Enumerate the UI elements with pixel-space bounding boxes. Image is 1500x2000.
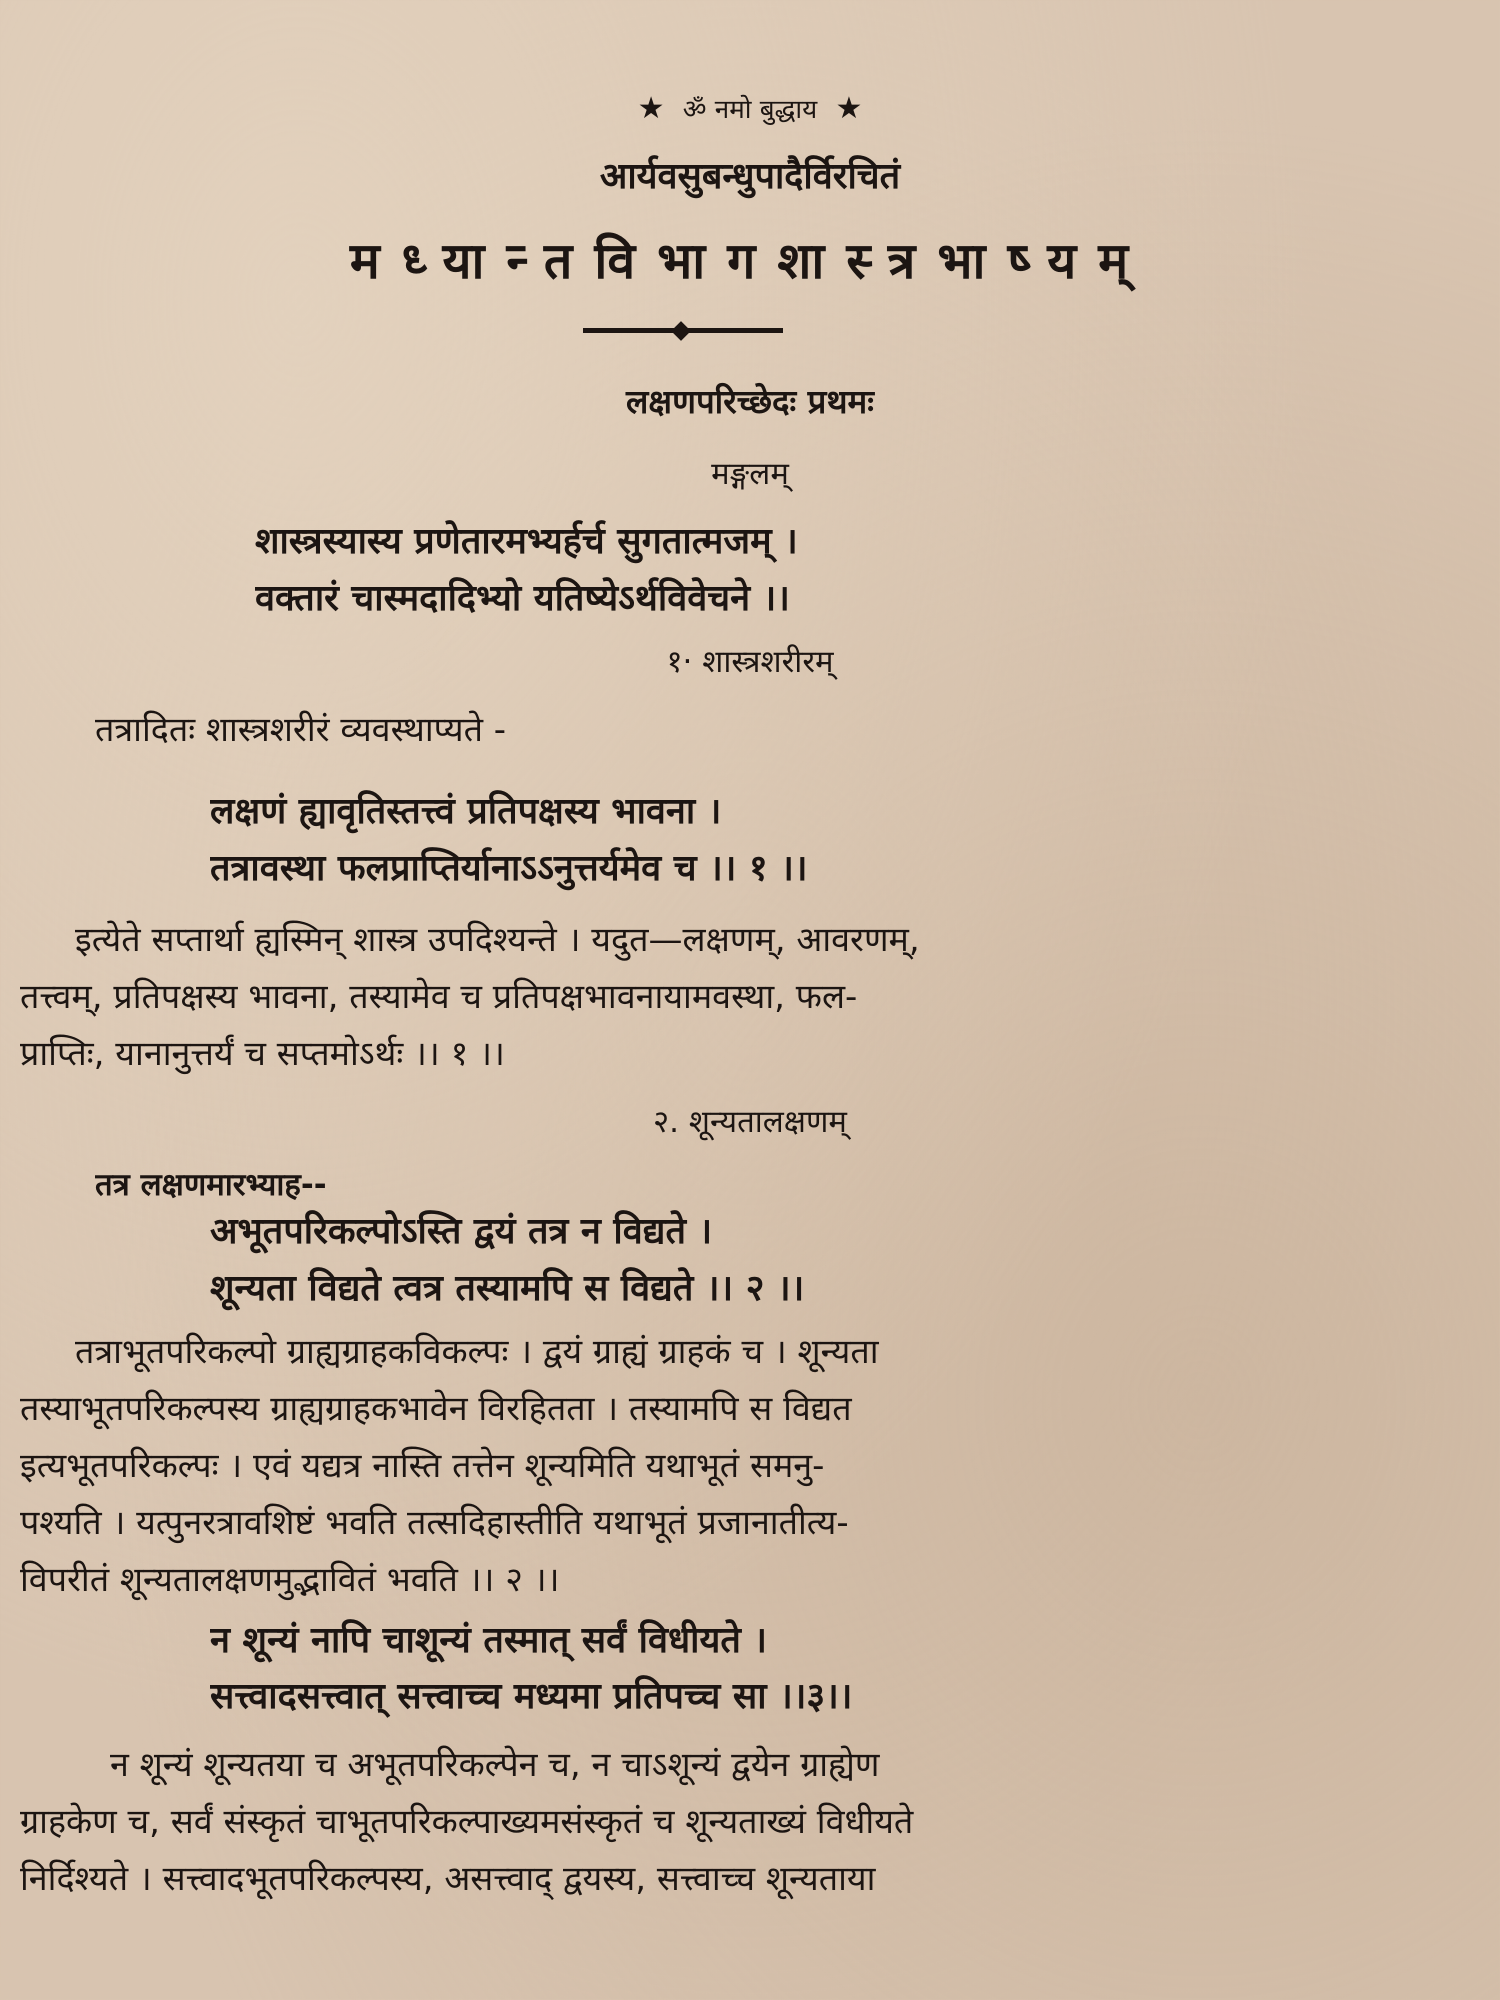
verse-line: लक्षणं ह्यावृतिस्तत्त्वं प्रतिपक्षस्य भावना । (210, 791, 722, 832)
divider-ornament (671, 321, 691, 341)
invocation-text: ॐ नमो बुद्धाय (682, 95, 818, 125)
star-icon: ★ (637, 91, 665, 126)
chapter-heading: लक्षणपरिच्छेदः प्रथमः (626, 382, 874, 421)
commentary-line: प्राप्तिः, यानानुत्तर्यं च सप्तमोऽर्थः ।। १ ।। (20, 1034, 505, 1074)
commentary-line: तस्याभूतपरिकल्पस्य ग्राह्यग्राहकभावेन विरहितता । तस्यामपि स विद्यत (20, 1389, 852, 1429)
commentary-line: विपरीतं शून्यतालक्षणमुद्भावितं भवति ।। २ ।। (20, 1560, 560, 1600)
section-heading: १· शास्त्रशरीरम् (666, 644, 834, 680)
verse-line: शून्यता विद्यते त्वत्र तस्यामपि स विद्यते ।। २ ।। (210, 1268, 805, 1309)
commentary-line: तत्त्वम्, प्रतिपक्षस्य भावना, तस्यामेव च प्रतिपक्षभावनायामवस्था, फल- (20, 977, 858, 1017)
section-heading: २. शून्यतालक्षणम् (653, 1104, 847, 1140)
mangalam-heading: मङ्गलम् (711, 456, 789, 492)
verse-line: तत्रावस्था फलप्राप्तिर्यानाऽऽनुत्तर्यमेव च ।। १ ।। (210, 848, 808, 889)
commentary-line: निर्दिश्यते । सत्त्वादभूतपरिकल्पस्य, असत्त्वाद् द्वयस्य, सत्त्वाच्च शून्यताया (20, 1859, 876, 1899)
section-intro: तत्रादितः शास्त्रशरीरं व्यवस्थाप्यते - (95, 710, 507, 750)
commentary-line: ग्राहकेण च, सर्वं संस्कृतं चाभूतपरिकल्पाख्यमसंस्कृतं च शून्यताख्यं विधीयते (20, 1802, 914, 1842)
star-icon: ★ (835, 91, 863, 126)
section-intro: तत्र लक्षणमारभ्याह-- (95, 1167, 327, 1203)
invocation-line (0, 90, 1500, 126)
page-title: मध्यान्तविभागशास्त्रभाष्यम् (349, 232, 1151, 290)
commentary-line: पश्यति । यत्पुनरत्रावशिष्टं भवति तत्सदिहास्तीति यथाभूतं प्रजानातीत्य- (20, 1503, 849, 1543)
mangalam-verse-line: वक्तारं चास्मदादिभ्यो यतिष्येऽर्थविवेचने ।। (255, 578, 790, 619)
commentary-line: इत्येते सप्तार्था ह्यस्मिन् शास्त्र उपदिश्यन्ते । यदुत—लक्षणम्, आवरणम्, (75, 920, 920, 960)
verse-line: अभूतपरिकल्पोऽस्ति द्वयं तत्र न विद्यते । (210, 1211, 713, 1252)
verse-line: न शून्यं नापि चाशून्यं तस्मात् सर्वं विधीयते । (210, 1620, 768, 1661)
mangalam-verse-line: शास्त्रस्यास्य प्रणेतारमभ्यर्हर्च सुगतात्मजम् । (255, 521, 798, 562)
commentary-line: न शून्यं शून्यतया च अभूतपरिकल्पेन च, न चाऽशून्यं द्वयेन ग्राह्येण (110, 1745, 880, 1785)
verse-line: सत्त्वादसत्त्वात् सत्त्वाच्च मध्यमा प्रतिपच्च सा ।।३।। (210, 1676, 853, 1717)
author-line: आर्यवसुबन्धुपादैर्विरचितं (599, 156, 901, 197)
commentary-line: तत्राभूतपरिकल्पो ग्राह्यग्राहकविकल्पः । द्वयं ग्राह्यं ग्राहकं च । शून्यता (75, 1332, 879, 1372)
commentary-line: इत्यभूतपरिकल्पः । एवं यद्यत्र नास्ति तत्तेन शून्यमिति यथाभूतं समनु- (20, 1446, 825, 1486)
